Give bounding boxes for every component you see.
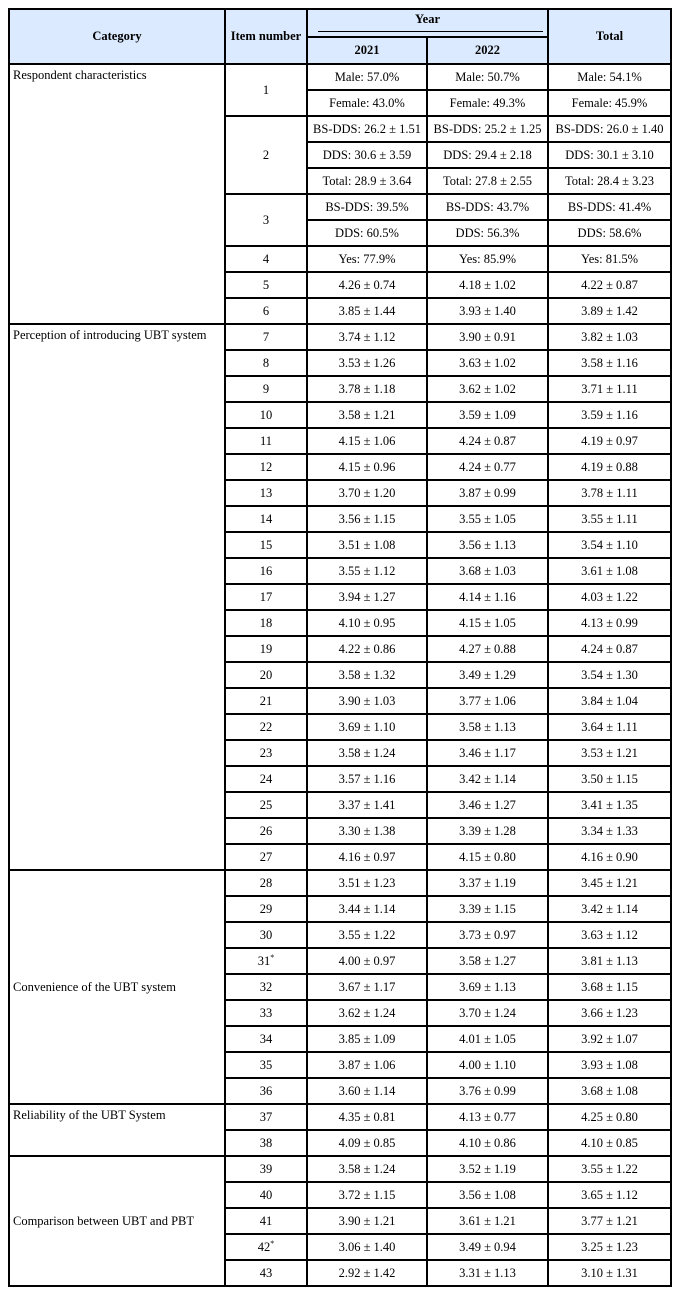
cell-total: 3.71 ± 1.11: [548, 376, 671, 402]
cell-2021: Yes: 77.9%: [307, 246, 427, 272]
item-number-label: 36: [259, 1083, 273, 1098]
header-year-rule: [318, 31, 543, 32]
item-number-label: 11: [259, 433, 273, 448]
item-number: [225, 948, 307, 974]
cell-2021: 3.44 ± 1.14: [307, 896, 427, 922]
cell-total: 3.50 ± 1.15: [548, 766, 671, 792]
item-number: [225, 532, 307, 558]
table-row: [9, 64, 671, 90]
cell-total: 3.65 ± 1.12: [548, 1182, 671, 1208]
cell-total: 3.84 ± 1.04: [548, 688, 671, 714]
item-number-label: 39: [259, 1161, 273, 1176]
cell-total: 4.16 ± 0.90: [548, 844, 671, 870]
cell-total: 3.61 ± 1.08: [548, 558, 671, 584]
cell-2021: 3.87 ± 1.06: [307, 1052, 427, 1078]
cell-2021: 3.90 ± 1.21: [307, 1208, 427, 1234]
item-number: 5: [225, 272, 307, 298]
item-number-label: 43: [259, 1265, 273, 1280]
item-number: [225, 896, 307, 922]
cell-2021: 3.51 ± 1.08: [307, 532, 427, 558]
item-number: [225, 1182, 307, 1208]
item-number-label: 12: [259, 459, 273, 474]
cell-total: 3.42 ± 1.14: [548, 896, 671, 922]
cell-2022: Male: 50.7%: [427, 64, 548, 90]
cell-2021: 3.58 ± 1.24: [307, 740, 427, 766]
item-number-label: 18: [259, 615, 273, 630]
item-number-label: 41: [259, 1213, 273, 1228]
cell-2021: 3.51 ± 1.23: [307, 870, 427, 896]
cell-2022: 4.13 ± 0.77: [427, 1104, 548, 1130]
header-item-number: Item number: [225, 9, 307, 64]
cell-2022: 3.62 ± 1.02: [427, 376, 548, 402]
item-number: [225, 402, 307, 428]
cell-2021: 4.15 ± 1.06: [307, 428, 427, 454]
item-number-label: 19: [259, 641, 273, 656]
item-number: [225, 584, 307, 610]
item-number: [225, 870, 307, 896]
item-number-label: 42: [257, 1239, 271, 1254]
cell-2022: 3.58 ± 1.27: [427, 948, 548, 974]
cell-2022: 3.61 ± 1.21: [427, 1208, 548, 1234]
cell-2022: 3.56 ± 1.08: [427, 1182, 548, 1208]
item-number: [225, 1026, 307, 1052]
cell-2022: 3.46 ± 1.27: [427, 792, 548, 818]
category-reliability: Reliability of the UBT System: [9, 1104, 225, 1156]
cell-2022: 3.37 ± 1.19: [427, 870, 548, 896]
cell-2021: 3.72 ± 1.15: [307, 1182, 427, 1208]
cell-total: 3.82 ± 1.03: [548, 324, 671, 350]
category-convenience: Convenience of the UBT system: [9, 870, 225, 1104]
header-category: Category: [9, 9, 225, 64]
item-number: [225, 1130, 307, 1156]
cell-2021: 3.30 ± 1.38: [307, 818, 427, 844]
cell-total: 3.58 ± 1.16: [548, 350, 671, 376]
item-number: [225, 1078, 307, 1104]
cell-2022: 3.59 ± 1.09: [427, 402, 548, 428]
cell-total: 3.54 ± 1.10: [548, 532, 671, 558]
cell-2021: 3.53 ± 1.26: [307, 350, 427, 376]
cell-2021: 4.22 ± 0.86: [307, 636, 427, 662]
header-2021: 2021: [307, 37, 427, 64]
item-number-label: 28: [259, 875, 273, 890]
cell-2022: 3.76 ± 0.99: [427, 1078, 548, 1104]
cell-2021: 3.62 ± 1.24: [307, 1000, 427, 1026]
item-number: [225, 688, 307, 714]
cell-2021: 3.70 ± 1.20: [307, 480, 427, 506]
cell-total: 3.25 ± 1.23: [548, 1234, 671, 1260]
item-number: [225, 662, 307, 688]
item-number: [225, 766, 307, 792]
cell-2022: 3.39 ± 1.28: [427, 818, 548, 844]
item-number-label: 9: [262, 381, 270, 396]
table-row: [9, 870, 671, 896]
category-perception: Perception of introducing UBT system: [9, 324, 225, 870]
cell-2022: 3.55 ± 1.05: [427, 506, 548, 532]
table-row: [9, 1104, 671, 1130]
cell-total: 3.68 ± 1.08: [548, 1078, 671, 1104]
cell-2021: 3.57 ± 1.16: [307, 766, 427, 792]
cell-2021: 3.60 ± 1.14: [307, 1078, 427, 1104]
cell-2022: BS-DDS: 43.7%: [427, 194, 548, 220]
cell-2022: 4.14 ± 1.16: [427, 584, 548, 610]
item-number-label: 33: [259, 1005, 273, 1020]
cell-total: 4.24 ± 0.87: [548, 636, 671, 662]
cell-2021: 4.09 ± 0.85: [307, 1130, 427, 1156]
cell-2022: 3.73 ± 0.97: [427, 922, 548, 948]
cell-2021: 3.58 ± 1.32: [307, 662, 427, 688]
header-year: [307, 9, 548, 37]
item-number: 3: [225, 194, 307, 246]
cell-total: 4.22 ± 0.87: [548, 272, 671, 298]
cell-total: 3.68 ± 1.15: [548, 974, 671, 1000]
item-number: [225, 350, 307, 376]
cell-2022: 3.58 ± 1.13: [427, 714, 548, 740]
item-number: 2: [225, 116, 307, 194]
cell-2021: DDS: 60.5%: [307, 220, 427, 246]
item-number: [225, 974, 307, 1000]
item-number-label: 27: [259, 849, 273, 864]
cell-total: 4.19 ± 0.88: [548, 454, 671, 480]
header-2022: 2022: [427, 37, 548, 64]
cell-total: 3.89 ± 1.42: [548, 298, 671, 324]
item-number-label: 10: [259, 407, 273, 422]
cell-total: 3.54 ± 1.30: [548, 662, 671, 688]
cell-2022: 4.15 ± 0.80: [427, 844, 548, 870]
cell-total: Yes: 81.5%: [548, 246, 671, 272]
item-number: [225, 480, 307, 506]
item-number-label: 31: [257, 953, 271, 968]
cell-total: Female: 45.9%: [548, 90, 671, 116]
cell-total: Total: 28.4 ± 3.23: [548, 168, 671, 194]
cell-2021: 3.58 ± 1.21: [307, 402, 427, 428]
item-number: [225, 922, 307, 948]
cell-total: 3.55 ± 1.11: [548, 506, 671, 532]
item-number-label: 23: [259, 745, 273, 760]
item-number-label: 16: [259, 563, 273, 578]
cell-2021: Female: 43.0%: [307, 90, 427, 116]
cell-2021: Male: 57.0%: [307, 64, 427, 90]
item-number: [225, 1234, 307, 1260]
item-number-label: 22: [259, 719, 273, 734]
cell-total: BS-DDS: 41.4%: [548, 194, 671, 220]
item-number: [225, 636, 307, 662]
header-total: Total: [548, 9, 671, 64]
significance-marker: *: [270, 1238, 275, 1248]
cell-total: 3.63 ± 1.12: [548, 922, 671, 948]
cell-2021: Total: 28.9 ± 3.64: [307, 168, 427, 194]
cell-2021: 4.10 ± 0.95: [307, 610, 427, 636]
item-number-label: 20: [259, 667, 273, 682]
cell-2022: 3.49 ± 0.94: [427, 1234, 548, 1260]
cell-total: 3.53 ± 1.21: [548, 740, 671, 766]
cell-2021: 3.85 ± 1.44: [307, 298, 427, 324]
item-number-label: 29: [259, 901, 273, 916]
cell-total: BS-DDS: 26.0 ± 1.40: [548, 116, 671, 142]
item-number: [225, 844, 307, 870]
cell-2022: 4.10 ± 0.86: [427, 1130, 548, 1156]
item-number: [225, 376, 307, 402]
cell-2021: 3.85 ± 1.09: [307, 1026, 427, 1052]
cell-2022: 3.87 ± 0.99: [427, 480, 548, 506]
cell-total: DDS: 30.1 ± 3.10: [548, 142, 671, 168]
cell-2022: 3.46 ± 1.17: [427, 740, 548, 766]
item-number: [225, 740, 307, 766]
cell-2021: 3.74 ± 1.12: [307, 324, 427, 350]
cell-total: 3.64 ± 1.11: [548, 714, 671, 740]
cell-2022: Total: 27.8 ± 2.55: [427, 168, 548, 194]
cell-2021: 3.94 ± 1.27: [307, 584, 427, 610]
item-number-label: 14: [259, 511, 273, 526]
item-number: [225, 610, 307, 636]
item-number-label: 8: [262, 355, 270, 370]
cell-2022: 4.24 ± 0.77: [427, 454, 548, 480]
cell-2021: 4.15 ± 0.96: [307, 454, 427, 480]
cell-2021: 4.00 ± 0.97: [307, 948, 427, 974]
cell-2022: 3.93 ± 1.40: [427, 298, 548, 324]
item-number-label: 24: [259, 771, 273, 786]
header-year-label: Year: [415, 11, 440, 26]
item-number: [225, 1260, 307, 1286]
item-number: [225, 1052, 307, 1078]
item-number: [225, 1156, 307, 1182]
cell-total: 4.19 ± 0.97: [548, 428, 671, 454]
cell-2021: 3.37 ± 1.41: [307, 792, 427, 818]
cell-2022: BS-DDS: 25.2 ± 1.25: [427, 116, 548, 142]
cell-total: DDS: 58.6%: [548, 220, 671, 246]
cell-2022: Female: 49.3%: [427, 90, 548, 116]
significance-marker: *: [270, 952, 275, 962]
cell-total: 4.25 ± 0.80: [548, 1104, 671, 1130]
item-number: [225, 792, 307, 818]
item-number: 1: [225, 64, 307, 116]
cell-2022: 3.39 ± 1.15: [427, 896, 548, 922]
cell-total: 4.13 ± 0.99: [548, 610, 671, 636]
cell-2021: 2.92 ± 1.42: [307, 1260, 427, 1286]
cell-2022: 4.18 ± 1.02: [427, 272, 548, 298]
cell-total: 4.03 ± 1.22: [548, 584, 671, 610]
cell-2022: Yes: 85.9%: [427, 246, 548, 272]
item-number-label: 21: [259, 693, 273, 708]
cell-2022: 4.00 ± 1.10: [427, 1052, 548, 1078]
cell-2021: 4.35 ± 0.81: [307, 1104, 427, 1130]
cell-2021: 3.90 ± 1.03: [307, 688, 427, 714]
item-number-label: 37: [259, 1109, 273, 1124]
cell-2022: 3.42 ± 1.14: [427, 766, 548, 792]
cell-2021: 3.55 ± 1.22: [307, 922, 427, 948]
cell-2022: 3.68 ± 1.03: [427, 558, 548, 584]
cell-2022: DDS: 29.4 ± 2.18: [427, 142, 548, 168]
item-number: [225, 1000, 307, 1026]
cell-total: 3.41 ± 1.35: [548, 792, 671, 818]
item-number-label: 38: [259, 1135, 273, 1150]
item-number: 4: [225, 246, 307, 272]
cell-2022: 3.52 ± 1.19: [427, 1156, 548, 1182]
cell-2022: 4.01 ± 1.05: [427, 1026, 548, 1052]
cell-total: 3.66 ± 1.23: [548, 1000, 671, 1026]
cell-2021: 3.55 ± 1.12: [307, 558, 427, 584]
item-number-label: 15: [259, 537, 273, 552]
cell-total: 3.92 ± 1.07: [548, 1026, 671, 1052]
item-number-label: 30: [259, 927, 273, 942]
cell-2022: 3.77 ± 1.06: [427, 688, 548, 714]
cell-total: 3.77 ± 1.21: [548, 1208, 671, 1234]
table-row: [9, 1156, 671, 1182]
cell-2021: 4.16 ± 0.97: [307, 844, 427, 870]
cell-2022: 4.27 ± 0.88: [427, 636, 548, 662]
item-number: 6: [225, 298, 307, 324]
item-number-label: 26: [259, 823, 273, 838]
item-number: [225, 506, 307, 532]
item-number: [225, 428, 307, 454]
cell-2022: 3.31 ± 1.13: [427, 1260, 548, 1286]
cell-total: 3.78 ± 1.11: [548, 480, 671, 506]
item-number-label: 35: [259, 1057, 273, 1072]
cell-total: 3.34 ± 1.33: [548, 818, 671, 844]
item-number: [225, 454, 307, 480]
cell-2022: 4.15 ± 1.05: [427, 610, 548, 636]
cell-total: 3.93 ± 1.08: [548, 1052, 671, 1078]
item-number: [225, 1104, 307, 1130]
cell-2022: 3.70 ± 1.24: [427, 1000, 548, 1026]
cell-total: 3.55 ± 1.22: [548, 1156, 671, 1182]
cell-total: 3.45 ± 1.21: [548, 870, 671, 896]
item-number: [225, 714, 307, 740]
cell-2021: DDS: 30.6 ± 3.59: [307, 142, 427, 168]
cell-2021: 3.56 ± 1.15: [307, 506, 427, 532]
item-number: [225, 818, 307, 844]
cell-2022: 3.90 ± 0.91: [427, 324, 548, 350]
cell-2022: 3.56 ± 1.13: [427, 532, 548, 558]
cell-total: Male: 54.1%: [548, 64, 671, 90]
cell-total: 3.81 ± 1.13: [548, 948, 671, 974]
category-comparison: Comparison between UBT and PBT: [9, 1156, 225, 1286]
item-number: [225, 1208, 307, 1234]
cell-2022: 3.69 ± 1.13: [427, 974, 548, 1000]
cell-2021: 3.58 ± 1.24: [307, 1156, 427, 1182]
cell-2021: 3.69 ± 1.10: [307, 714, 427, 740]
category-respondent: Respondent characteristics: [9, 64, 225, 324]
item-number-label: 40: [259, 1187, 273, 1202]
cell-2021: BS-DDS: 26.2 ± 1.51: [307, 116, 427, 142]
cell-total: 3.59 ± 1.16: [548, 402, 671, 428]
cell-total: 3.10 ± 1.31: [548, 1260, 671, 1286]
results-table: [8, 8, 672, 1287]
cell-2021: 3.78 ± 1.18: [307, 376, 427, 402]
item-number-label: 25: [259, 797, 273, 812]
cell-2021: 3.67 ± 1.17: [307, 974, 427, 1000]
table-row: [9, 324, 671, 350]
item-number-label: 17: [259, 589, 273, 604]
cell-2022: DDS: 56.3%: [427, 220, 548, 246]
item-number-label: 7: [262, 329, 270, 344]
item-number: [225, 558, 307, 584]
cell-2022: 4.24 ± 0.87: [427, 428, 548, 454]
item-number-label: 13: [259, 485, 273, 500]
cell-2022: 3.49 ± 1.29: [427, 662, 548, 688]
item-number-label: 34: [259, 1031, 273, 1046]
item-number: [225, 324, 307, 350]
cell-2022: 3.63 ± 1.02: [427, 350, 548, 376]
cell-2021: 3.06 ± 1.40: [307, 1234, 427, 1260]
item-number-label: 32: [259, 979, 273, 994]
cell-2021: BS-DDS: 39.5%: [307, 194, 427, 220]
cell-2021: 4.26 ± 0.74: [307, 272, 427, 298]
cell-total: 4.10 ± 0.85: [548, 1130, 671, 1156]
